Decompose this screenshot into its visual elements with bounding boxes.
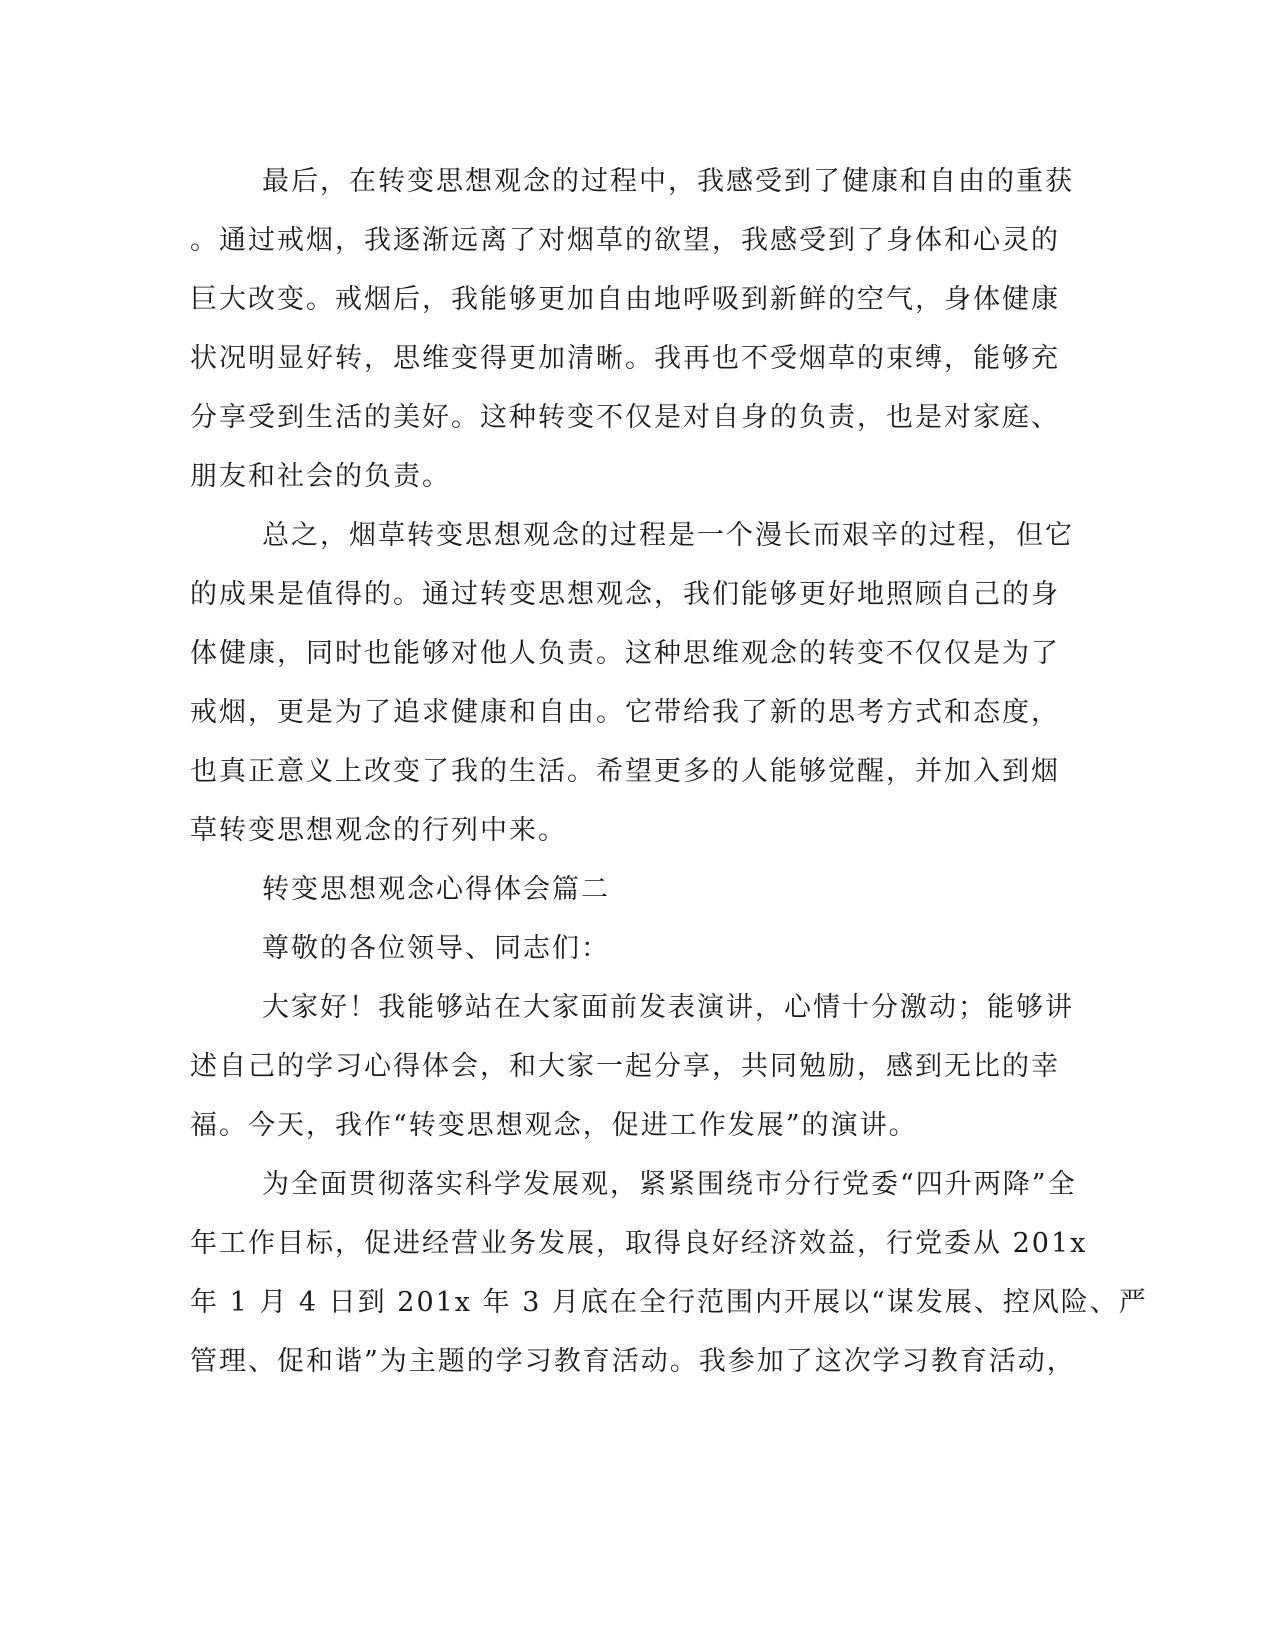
paragraph-line: 朋友和社会的负责。 <box>190 461 451 492</box>
paragraph-line: 草转变思想观念的行列中来。 <box>190 815 567 846</box>
paragraph-line: 状况明显好转，思维变得更加清晰。我再也不受烟草的束缚，能够充 <box>190 343 1060 374</box>
salutation: 尊敬的各位领导、同志们： <box>262 933 610 964</box>
paragraph-line: 。通过戒烟，我逐渐远离了对烟草的欲望，我感受到了身体和心灵的 <box>190 225 1060 256</box>
paragraph-line: 管理、促和谐”为主题的学习教育活动。我参加了这次学习教育活动， <box>190 1346 1076 1377</box>
paragraph-line: 述自己的学习心得体会，和大家一起分享，共同勉励，感到无比的幸 <box>190 1051 1060 1082</box>
paragraph-line: 的成果是值得的。通过转变思想观念，我们能够更好地照顾自己的身 <box>190 579 1060 610</box>
paragraph-line: 也真正意义上改变了我的生活。希望更多的人能够觉醒，并加入到烟 <box>190 756 1060 787</box>
paragraph-line: 年工作目标，促进经营业务发展，取得良好经济效益，行党委从 201x <box>190 1228 1088 1259</box>
paragraph-line: 最后，在转变思想观念的过程中，我感受到了健康和自由的重获 <box>262 166 1074 197</box>
paragraph-line: 体健康，同时也能够对他人负责。这种思维观念的转变不仅仅是为了 <box>190 638 1060 669</box>
paragraph-line: 福。今天，我作“转变思想观念，促进工作发展”的演讲。 <box>190 1110 918 1141</box>
paragraph-line: 年 1 月 4 日到 201x 年 3 月底在全行范围内开展以“谋发展、控风险、严 <box>190 1287 1148 1318</box>
paragraph-line: 分享受到生活的美好。这种转变不仅是对自身的负责，也是对家庭、 <box>190 402 1060 433</box>
paragraph-line: 为全面贯彻落实科学发展观，紧紧围绕市分行党委“四升两降”全 <box>262 1169 1077 1200</box>
paragraph-line: 戒烟，更是为了追求健康和自由。它带给我了新的思考方式和态度， <box>190 697 1060 728</box>
section-heading: 转变思想观念心得体会篇二 <box>262 874 610 905</box>
paragraph-line: 巨大改变。戒烟后，我能够更加自由地呼吸到新鲜的空气，身体健康 <box>190 284 1060 315</box>
paragraph-line: 总之，烟草转变思想观念的过程是一个漫长而艰辛的过程，但它 <box>262 520 1074 551</box>
paragraph-line: 大家好！我能够站在大家面前发表演讲，心情十分激动；能够讲 <box>262 992 1074 1023</box>
